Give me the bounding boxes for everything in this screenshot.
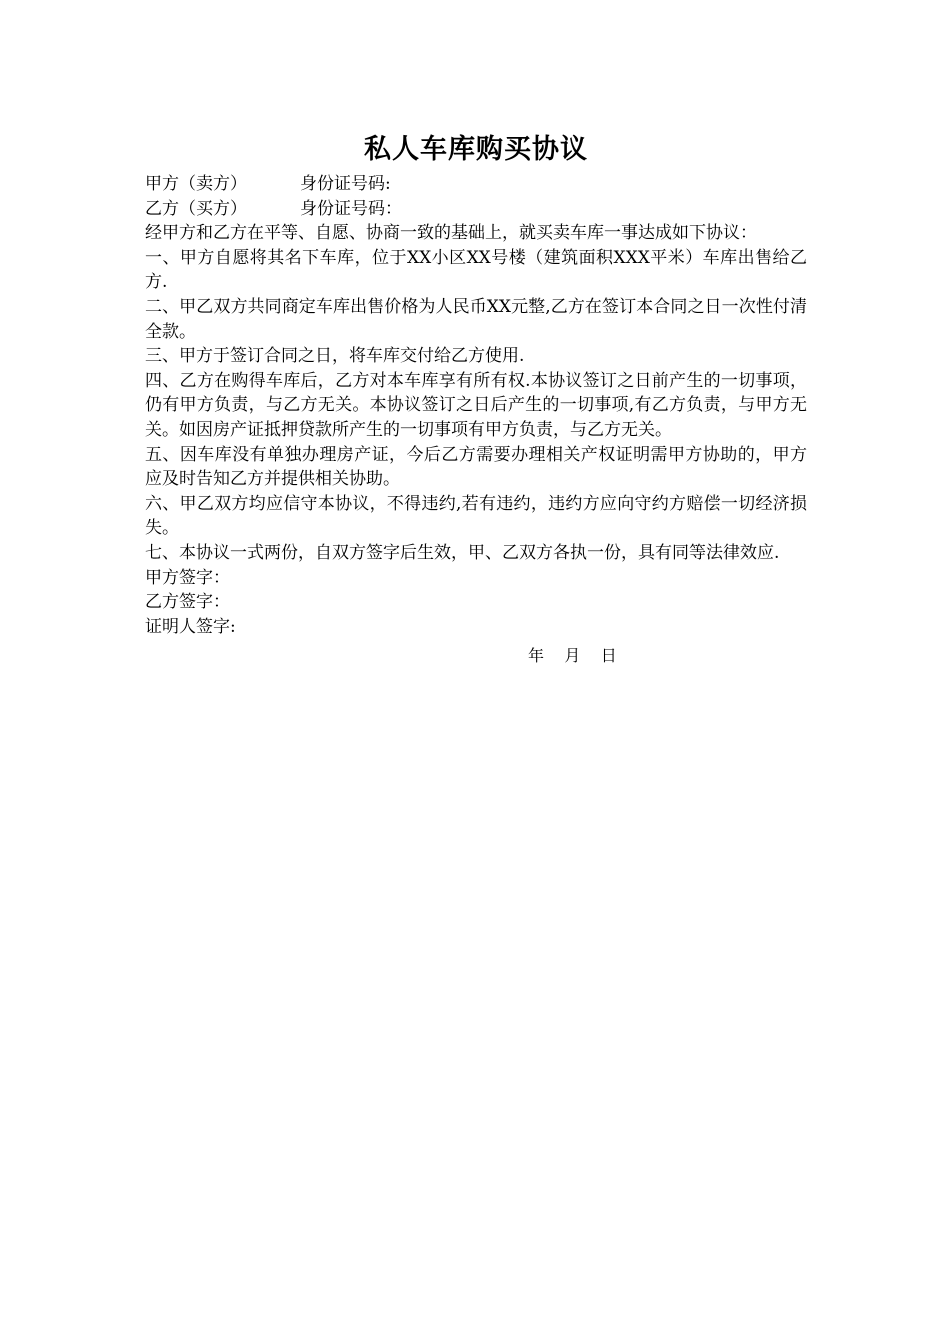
agreement-page	[145, 128, 807, 668]
clause-7: 七、本协议一式两份，自双方签字后生效，甲、乙双方各执一份，具有同等法律效应.	[145, 542, 780, 563]
clause-3: 三、甲方于签订合同之日，将车库交付给乙方使用.	[145, 346, 525, 367]
party-a-signature: 甲方签字：	[145, 567, 230, 588]
clause-1: 一、甲方自愿将其名下车库，位于XX小区XX号楼（建筑面积XXX平米）车库出售给乙方.	[145, 247, 807, 293]
clause-5: 五、因车库没有单独办理房产证，今后乙方需要办理相关产权证明需甲方协助的，甲方应及时告知乙方并提供相关协助。	[145, 444, 807, 490]
party-b-name: 乙方（买方）	[145, 198, 247, 219]
party-a-name: 甲方（卖方）	[145, 174, 247, 194]
clause-4: 四、乙方在购得车库后，乙方对本车库享有所有权.本协议签订之日前产生的一切事项，仍有甲方负责，与乙方无关。本协议签订之日后产生的一切事项,有乙方负责，与甲方无关。如因房产证抵押贷款所产生的一切事项有甲方负责，与乙方无关。	[145, 370, 807, 440]
clause-6: 六、甲乙双方均应信守本协议，不得违约,若有违约，违约方应向守约方赔偿一切经济损失。	[145, 493, 807, 539]
clause-2: 二、甲乙双方共同商定车库出售价格为人民币XX元整,乙方在签订本合同之日一次性付清全款。	[145, 296, 807, 342]
party-b-id-label: 身份证号码：	[300, 198, 402, 219]
preamble: 经甲方和乙方在平等、自愿、协商一致的基础上，就买卖车库一事达成如下协议：	[145, 223, 757, 244]
party-a-row	[145, 172, 807, 197]
date-line: 年 月 日	[528, 646, 617, 666]
witness-signature: 证明人签字:	[145, 616, 236, 637]
party-b-signature: 乙方签字：	[145, 592, 230, 613]
party-a-id-label: 身份证号码:	[300, 174, 391, 194]
document-title: 私人车库购买协议	[364, 134, 588, 165]
party-b-row	[145, 197, 807, 222]
